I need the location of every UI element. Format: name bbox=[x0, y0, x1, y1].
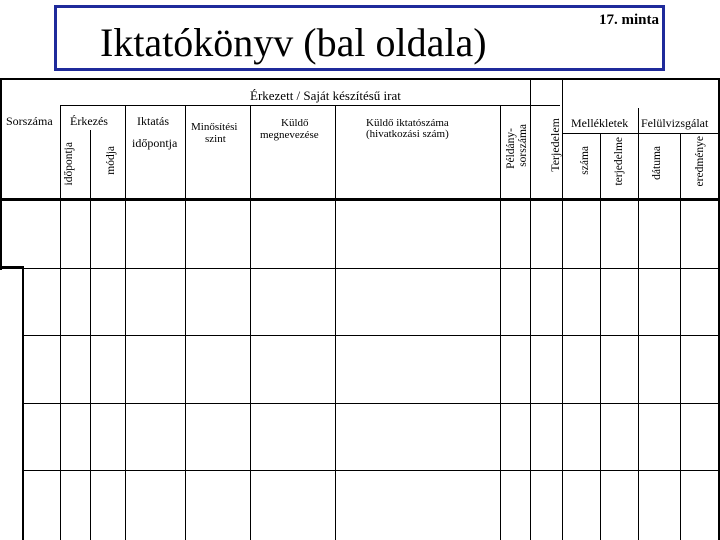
left-border-notch bbox=[0, 266, 24, 269]
col-felul-eredmenye: eredménye bbox=[694, 136, 706, 187]
col-erkezes-modja: módja bbox=[105, 146, 117, 175]
col-erkezes-idopontja: időpontja bbox=[63, 142, 75, 186]
attachments-review-divider bbox=[562, 133, 718, 134]
row-line-1 bbox=[24, 268, 718, 269]
col-erkezes: Érkezés bbox=[70, 114, 108, 128]
col-kuldo-1: Küldő bbox=[281, 117, 309, 129]
row-line-3 bbox=[24, 403, 718, 404]
col-felulvizsgalat: Felülvizsgálat bbox=[641, 116, 709, 130]
group-header-divider bbox=[60, 105, 560, 106]
col-line-1 bbox=[60, 105, 61, 540]
col-iktatas-idopontja: időpontja bbox=[132, 136, 178, 150]
col-line-5 bbox=[250, 105, 251, 540]
table-top-border bbox=[0, 78, 720, 80]
col-line-7 bbox=[500, 105, 501, 540]
row-line-2 bbox=[24, 335, 718, 336]
col-felul-datuma: dátuma bbox=[651, 146, 663, 180]
col-line-4 bbox=[185, 105, 186, 540]
col-sorszama: Sorszáma bbox=[6, 114, 53, 128]
row-line-4 bbox=[24, 470, 718, 471]
col-line-6 bbox=[335, 105, 336, 540]
col-mellekletek: Mellékletek bbox=[571, 116, 629, 130]
left-border-upper bbox=[0, 78, 2, 270]
col-line-11 bbox=[638, 108, 639, 540]
col-iktatas: Iktatás bbox=[137, 114, 169, 128]
col-line-10 bbox=[600, 133, 601, 540]
col-iktatoszam-1: Küldő iktatószáma bbox=[366, 117, 449, 129]
header-bottom-border bbox=[0, 198, 720, 201]
col-mell-terjedelme: terjedelme bbox=[613, 137, 625, 186]
col-line-9 bbox=[562, 80, 563, 540]
col-peldany-2: sorszáma bbox=[517, 124, 529, 167]
col-line-12 bbox=[680, 133, 681, 540]
col-kuldo-2: megnevezése bbox=[260, 129, 319, 141]
col-minositesi-1: Minősítési bbox=[191, 121, 238, 133]
group-header: Érkezett / Saját készítésű irat bbox=[250, 88, 401, 103]
col-mell-szama: száma bbox=[579, 146, 591, 175]
col-terjedelem: Terjedelem bbox=[548, 118, 562, 172]
sample-label: 17. minta bbox=[599, 12, 659, 28]
col-line-8 bbox=[530, 80, 531, 540]
col-iktatoszam-2: (hivatkozási szám) bbox=[366, 128, 449, 140]
page-title: Iktatókönyv (bal oldala) bbox=[100, 20, 487, 65]
col-line-3 bbox=[125, 105, 126, 540]
col-peldany-1: Példány- bbox=[505, 128, 517, 169]
col-minositesi-2: szint bbox=[205, 133, 226, 145]
